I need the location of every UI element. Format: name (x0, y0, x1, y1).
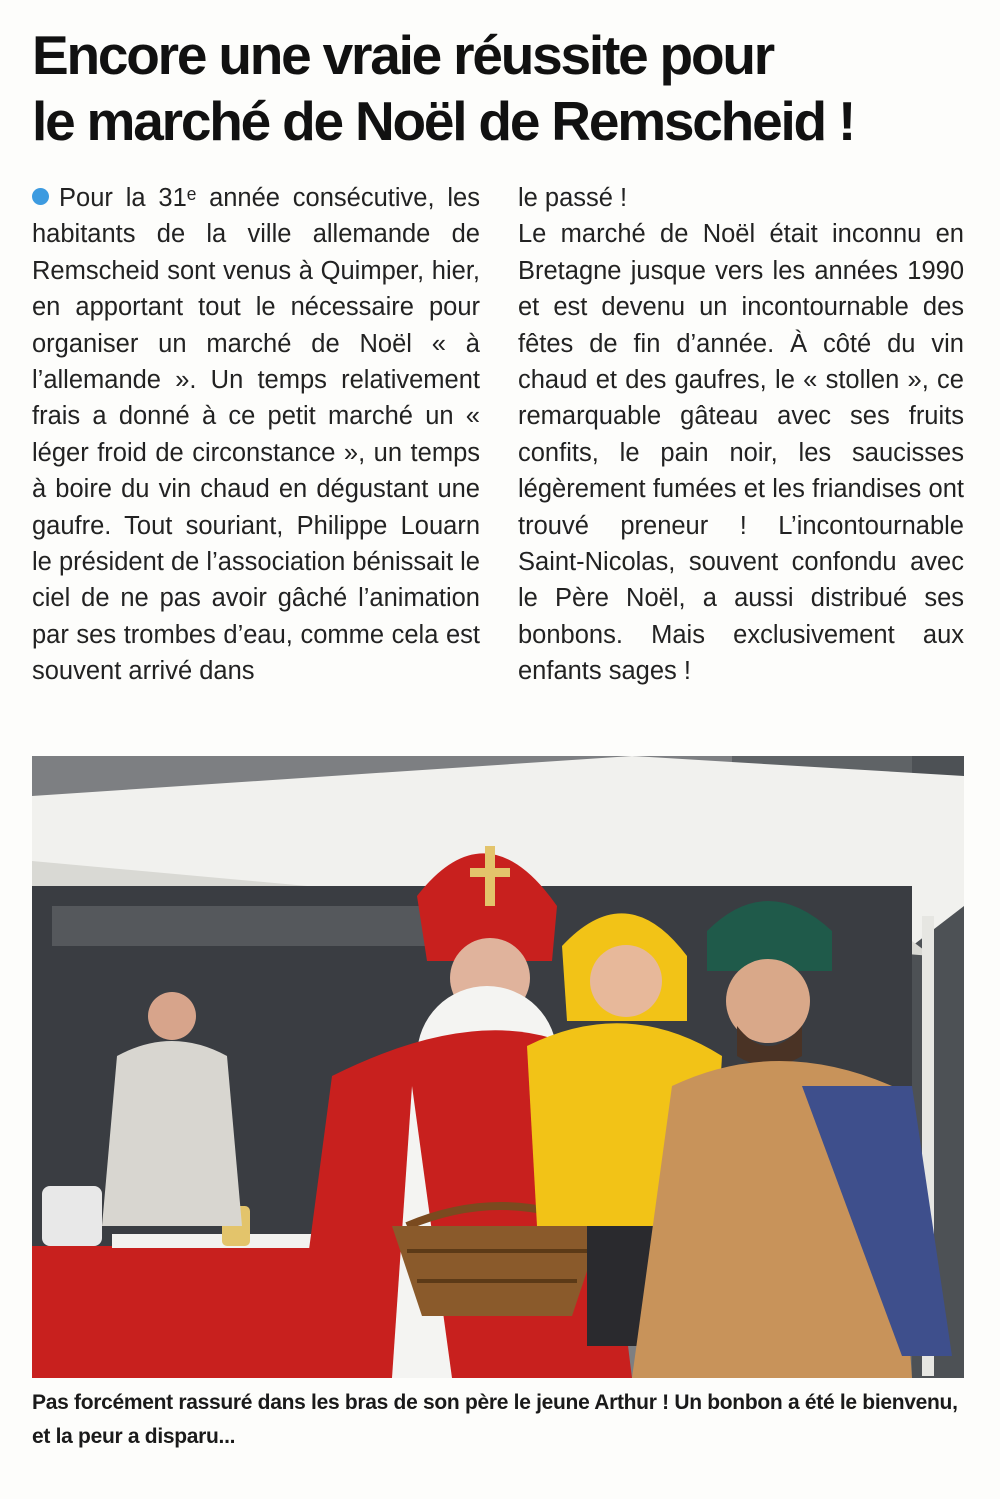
article-photo (32, 756, 964, 1378)
body-paragraph-1 (32, 180, 480, 690)
body-left-text: Pour la 31ᵉ année consécutive, les habitants de la ville allemande de Remscheid sont venus à Quimper, hier, en apportant tout le nécessaire pour organiser un marché de Noël « à l’allemande ». Un temps relativement frais a donné à ce petit marché un « léger froid de circonstance », un temps à boire du vin chaud en dégustant une gaufre. Tout souriant, Philippe Louarn le président de l’association bénissait le ciel de ne pas avoir gâché l’animation par ses trombes d’eau, comme cela est souvent arrivé dans (32, 184, 480, 686)
bullet-icon (32, 188, 49, 205)
headline-line-2: le marché de Noël de Remscheid ! (32, 90, 855, 152)
headline (32, 22, 972, 154)
body-paragraph-1-end: le passé ! (518, 184, 628, 212)
photo-caption: Pas forcément rassuré dans les bras de son père le jeune Arthur ! Un bonbon a été le bienvenu, et la peur a disparu... (32, 1391, 958, 1448)
body-paragraph-2: Le marché de Noël était inconnu en Bretagne jusque vers les années 1990 et est devenu un incontournable des fêtes de fin d’année. À côté du vin chaud et des gaufres, le « stollen », ce remarquable gâteau avec ses fruits confits, le pain noir, les saucisses légèrement fumées et les friandises ont trouvé preneur ! L’incontournable Saint-Nicolas, souvent confondu avec le Père Noël, a aussi distribué ses bonbons. Mais exclusivement aux enfants sages ! (518, 220, 964, 686)
headline-line-1: Encore une vraie réussite pour (32, 24, 773, 86)
article-column-right (518, 180, 964, 690)
article-column-left (32, 180, 480, 690)
